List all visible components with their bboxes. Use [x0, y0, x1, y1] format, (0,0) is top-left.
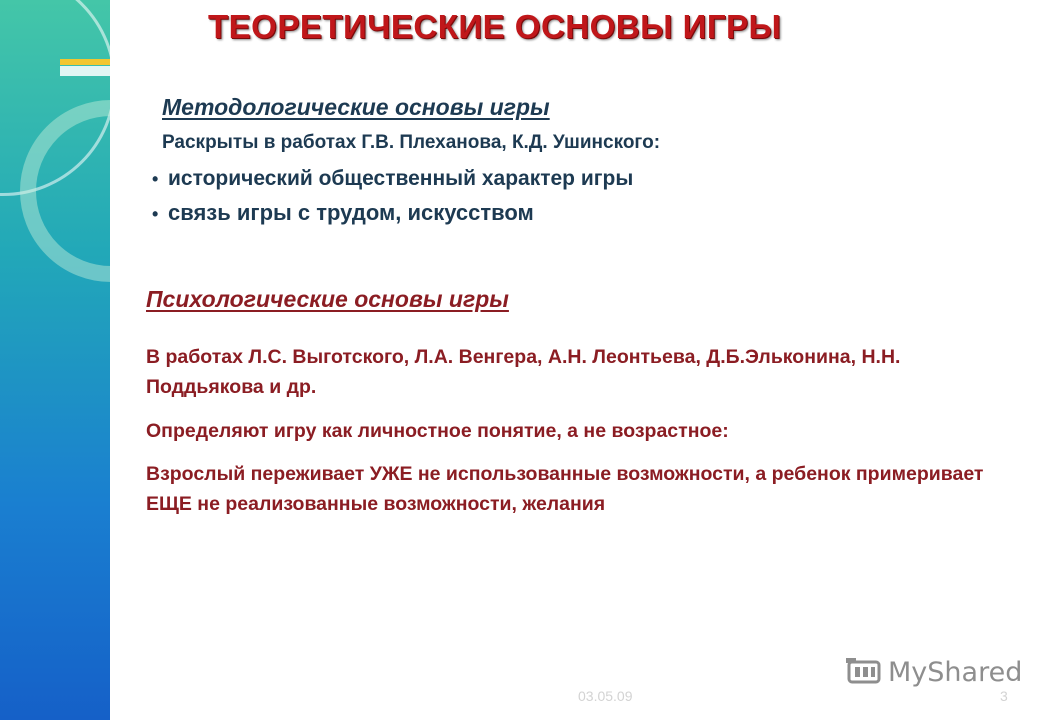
- list-item: [152, 196, 633, 230]
- footer-date: 03.05.09: [578, 688, 633, 704]
- methodological-intro: Раскрыты в работах Г.В. Плеханова, К.Д. Ушинского:: [162, 132, 661, 153]
- slide-title: ТЕОРЕТИЧЕСКИЕ ОСНОВЫ ИГРЫ: [208, 8, 782, 45]
- accent-bar: [60, 59, 116, 65]
- accent-band: [60, 66, 116, 76]
- psychological-heading: Психологические основы игры: [146, 286, 509, 312]
- bullet-text: связь игры с трудом, искусством: [168, 200, 534, 225]
- psychological-paragraph-definition: Определяют игру как личностное понятие, а не возрастное:: [146, 420, 729, 442]
- sidebar-divider: [110, 0, 116, 720]
- watermark-text: MyShared: [888, 656, 1023, 688]
- bullet-icon: •: [152, 169, 159, 189]
- page-number: 3: [1000, 688, 1008, 704]
- psychological-paragraph-comparison: Взрослый переживает УЖЕ не использованные возможности, а ребенок примеривает ЕЩЕ не реализованные возможности, желания: [146, 463, 984, 515]
- psychological-paragraph-authors: В работах Л.С. Выготского, Л.А. Венгера, А.Н. Леонтьева, Д.Б.Эльконина, Н.Н. Поддьякова и др.: [146, 346, 901, 398]
- watermark: [846, 656, 1022, 688]
- bullet-text: исторический общественный характер игры: [168, 167, 634, 190]
- myshared-logo-icon: [846, 656, 884, 688]
- methodological-bullet-list: [152, 162, 633, 230]
- decorative-sidebar: [0, 0, 116, 720]
- methodological-heading: Методологические основы игры: [162, 94, 550, 120]
- bullet-icon: •: [152, 204, 159, 224]
- list-item: [152, 162, 633, 196]
